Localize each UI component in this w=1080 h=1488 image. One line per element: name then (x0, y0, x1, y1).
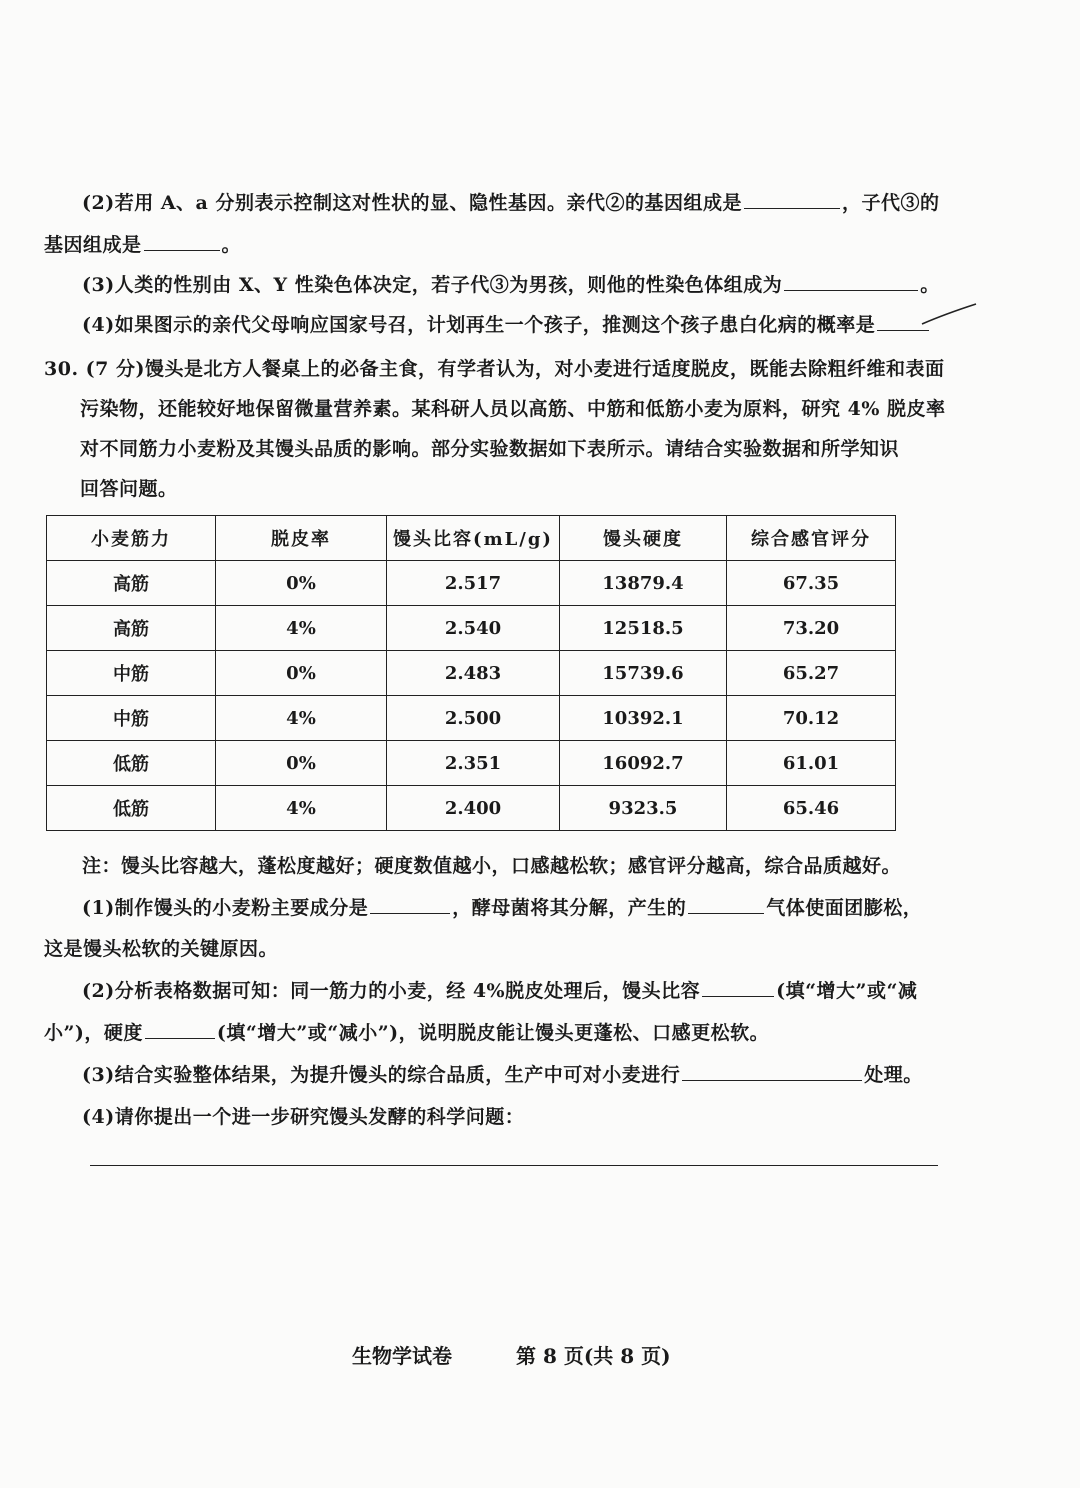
q30-part2-line2: 小”)，硬度 (填“增大”或“减小”)，说明脱皮能让馒头更蓬松、口感更松软。 (44, 1022, 770, 1044)
q30-part1-line1: (1)制作馒头的小麦粉主要成分是 ，酵母菌将其分解，产生的 气体使面团膨松， (82, 897, 923, 919)
header-specific-volume: 馒头比容(mL/g) (387, 516, 560, 561)
table-cell: 67.35 (727, 561, 896, 606)
table-cell: 中筋 (47, 651, 216, 696)
q29-part4: (4)如果图示的亲代父母响应国家号召，计划再生一个孩子，推测这个孩子患白化病的概率是 (82, 312, 931, 338)
answer-blank-child3-genotype[interactable] (144, 232, 220, 251)
q29-part3: (3)人类的性别由 X、Y 性染色体决定，若子代③为男孩，则他的性染色体组成为 。 (82, 274, 940, 296)
q29-part2-line2: 基因组成是 。 (44, 234, 242, 256)
table-row (47, 786, 896, 831)
table-cell: 10392.1 (560, 696, 727, 741)
table-note: 注：馒头比容越大，蓬松度越好；硬度数值越小，口感越松软；感官评分越高，综合品质越好。 (82, 855, 902, 877)
answer-blank-hardness-change[interactable] (145, 1020, 215, 1039)
table-cell: 73.20 (727, 606, 896, 651)
table-row (47, 606, 896, 651)
table-row (47, 651, 896, 696)
table-cell: 4% (216, 696, 387, 741)
header-wheat-gluten: 小麦筋力 (47, 516, 216, 561)
table-cell: 高筋 (47, 561, 216, 606)
table-cell: 0% (216, 651, 387, 696)
table-cell: 61.01 (727, 741, 896, 786)
answer-blank-sex-chromosomes[interactable] (784, 272, 918, 291)
table-cell: 中筋 (47, 696, 216, 741)
table-cell: 2.517 (387, 561, 560, 606)
q30-part2-line1: (2)分析表格数据可知：同一筋力的小麦，经 4%脱皮处理后，馒头比容 (填“增大”或“减 (82, 980, 918, 1002)
table-cell: 低筋 (47, 741, 216, 786)
wheat-dehulling-data-table (46, 515, 896, 831)
q30-part4: (4)请你提出一个进一步研究馒头发酵的科学问题： (82, 1106, 525, 1128)
table-row (47, 741, 896, 786)
table-row (47, 696, 896, 741)
footer-subject: 生物学试卷 (352, 1344, 452, 1368)
table-cell: 2.483 (387, 651, 560, 696)
q30-part1-line2: 这是馒头松软的关键原因。 (44, 938, 279, 960)
table-cell: 15739.6 (560, 651, 727, 696)
table-cell: 2.540 (387, 606, 560, 651)
pen-stroke-mark (920, 300, 980, 330)
table-cell: 2.500 (387, 696, 560, 741)
footer-page-number: 第 8 页(共 8 页) (516, 1344, 671, 1368)
table-cell: 70.12 (727, 696, 896, 741)
table-cell: 9323.5 (560, 786, 727, 831)
table-cell: 0% (216, 741, 387, 786)
header-hardness: 馒头硬度 (560, 516, 727, 561)
answer-blank-wheat-treatment[interactable] (682, 1062, 862, 1081)
table-cell: 12518.5 (560, 606, 727, 651)
table-header-row (47, 516, 896, 561)
table-cell: 高筋 (47, 606, 216, 651)
answer-blank-flour-component[interactable] (370, 895, 450, 914)
header-sensory-score: 综合感官评分 (727, 516, 896, 561)
table-cell: 4% (216, 786, 387, 831)
table-cell: 65.46 (727, 786, 896, 831)
q30-part3: (3)结合实验整体结果，为提升馒头的综合品质，生产中可对小麦进行 处理。 (82, 1064, 923, 1086)
q30-intro-line3: 对不同筋力小麦粉及其馒头品质的影响。部分实验数据如下表所示。请结合实验数据和所学知识 (80, 438, 900, 460)
table-cell: 2.400 (387, 786, 560, 831)
table-cell: 2.351 (387, 741, 560, 786)
table-cell: 13879.4 (560, 561, 727, 606)
table-cell: 16092.7 (560, 741, 727, 786)
q29-part2-line1: (2)若用 A、a 分别表示控制这对性状的显、隐性基因。亲代②的基因组成是 ，子代③的 (82, 192, 940, 214)
header-dehulling-rate: 脱皮率 (216, 516, 387, 561)
answer-blank-parent2-genotype[interactable] (744, 190, 840, 209)
q30-intro-line2: 污染物，还能较好地保留微量营养素。某科研人员以高筋、中筋和低筋小麦为原料，研究 4% 脱皮率 (80, 398, 946, 420)
answer-blank-gas[interactable] (688, 895, 764, 914)
table-cell: 0% (216, 561, 387, 606)
answer-blank-specific-volume-change[interactable] (702, 978, 774, 997)
q30-intro-line1: 30. (7 分)馒头是北方人餐桌上的必备主食，有学者认为，对小麦进行适度脱皮，既能去除粗纤维和表面 (44, 358, 945, 380)
table-cell: 低筋 (47, 786, 216, 831)
table-cell: 4% (216, 606, 387, 651)
table-row (47, 561, 896, 606)
table-cell: 65.27 (727, 651, 896, 696)
q30-intro-line4: 回答问题。 (80, 478, 178, 500)
answer-line-research-question[interactable] (90, 1165, 938, 1166)
